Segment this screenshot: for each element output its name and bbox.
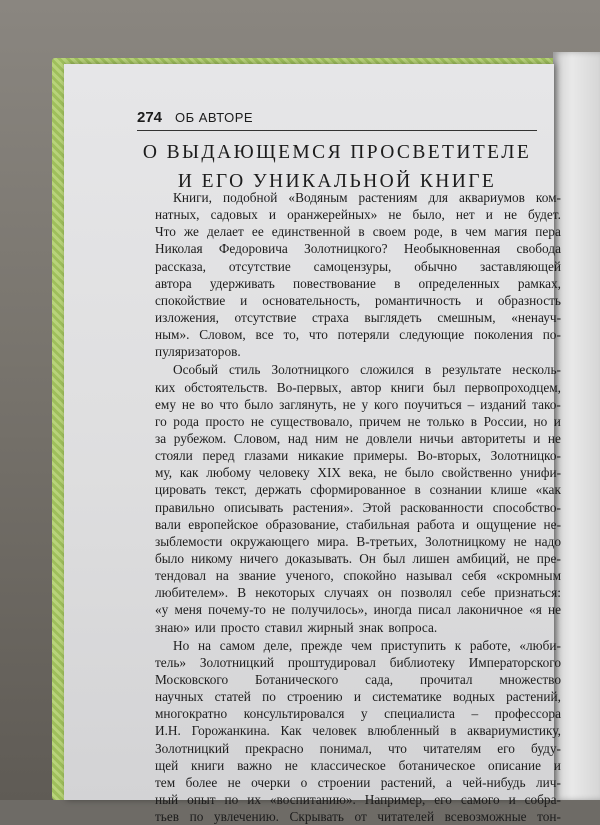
text-line: рассказа, отсутствие самоцензуры, обычно заставляющей: [155, 258, 561, 274]
text-line: любителем». В некоторых случаях он позволял себе признаться:: [155, 585, 561, 601]
text-line: го рода просто не существовало, причем не только в России, но и: [155, 413, 561, 429]
book-page: [64, 64, 561, 825]
text-line: ему не во что было заглянуть, не у кого поучиться – изданий тако-: [155, 396, 561, 412]
text-line: зыблемости окружающего мира. В-третьих, Золотницкому не надо: [155, 533, 561, 549]
text-line: щей книги важно не классическое ботаническое описание и: [155, 757, 561, 773]
text-line: Николая Федоровича Золотницкого? Необыкновенная свобода: [155, 241, 561, 257]
text-line: «у меня почему-то не получилось», иногда писал лаконичное «я не: [155, 602, 561, 618]
running-head: [137, 108, 537, 131]
paragraph: [155, 637, 561, 825]
chapter-title-line: И ЕГО УНИКАЛЬНОЙ КНИГЕ: [177, 171, 497, 192]
body-text: [155, 189, 561, 825]
text-line: Особый стиль Золотницкого сложился в результате несколь-: [173, 362, 561, 378]
text-line: Но на самом деле, прежде чем приступить к работе, «люби-: [173, 637, 561, 653]
text-line: ких обстоятельств. Во-первых, автор книги был первопроходцем,: [155, 379, 561, 395]
text-line: было никому ничего доказывать. Он был лишен амбиций, не пре-: [155, 550, 561, 566]
text-line: ный опыт по их «воспитанию». Например, его самого и собра-: [155, 791, 561, 807]
text-line: И.Н. Горожанкина. Как человек влюбленный в аквариумистику,: [155, 723, 561, 739]
text-line: стояли перед глазами никакие примеры. Во-вторых, Золотницко-: [155, 448, 561, 464]
page-number: 274: [137, 109, 163, 126]
text-line: Что же делает ее единственной в своем роде, в чем магия пера: [155, 224, 561, 240]
text-line: многократно консультировался у специалиста – профессора: [155, 706, 561, 722]
text-line: пуляризаторов.: [155, 344, 241, 360]
chapter-title-line: О ВЫДАЮЩЕМСЯ ПРОСВЕТИТЕЛЕ: [142, 142, 532, 163]
text-line: научных статей по строению и систематике водных растений,: [155, 689, 561, 705]
text-line: тьев по увлечению. Скрывать от читателей всевозможные тон-: [155, 809, 561, 825]
text-line: Золотницкий прекрасно понимал, что читателям его буду-: [155, 740, 561, 756]
section-name: ОБ АВТОРЕ: [175, 110, 254, 125]
text-line: правильно описывать растения». Этой раскованности способство-: [155, 499, 561, 515]
text-line: знаю» или просто ставил жирный знак вопроса.: [155, 619, 438, 635]
text-line: вали европейское образование, стабильная работа и ощущение не-: [155, 516, 561, 532]
paragraph: [155, 361, 561, 635]
text-line: тель» Золотницкий проштудировал библиотеку Императорского: [155, 654, 561, 670]
paragraph: [155, 189, 561, 360]
text-line: тендовал на звание ученого, спокойно называл себя «скромным: [155, 568, 561, 584]
text-line: автора удерживать повествование в определенных рамках,: [155, 275, 561, 291]
text-line: цировать текст, держать сформированное в сознании клише «как: [155, 482, 561, 498]
text-line: Книги, подобной «Водяным растениям для аквариумов ком-: [173, 190, 561, 205]
text-line: му, как любому человеку XIX века, не было свойственно унифи-: [155, 465, 561, 481]
text-line: ным». Словом, все то, что потеряли следующие поколения по-: [155, 327, 561, 343]
text-line: тем более не очерки о строении растений, а чей-нибудь лич-: [155, 774, 561, 790]
text-line: за рубежом. Словом, над ним не довлели ничьи авторитеты и не: [155, 430, 561, 446]
chapter-title: [137, 138, 537, 196]
text-line: изложения, отсутствие страха выглядеть смешным, «ненауч-: [155, 309, 561, 325]
text-line: натных, садовых и оранжерейных» не было, нет и не будет.: [155, 207, 561, 223]
text-line: спокойствие и основательность, романтичность и образность: [155, 292, 561, 308]
text-line: Московского Ботанического сада, прочитал множество: [155, 671, 561, 687]
